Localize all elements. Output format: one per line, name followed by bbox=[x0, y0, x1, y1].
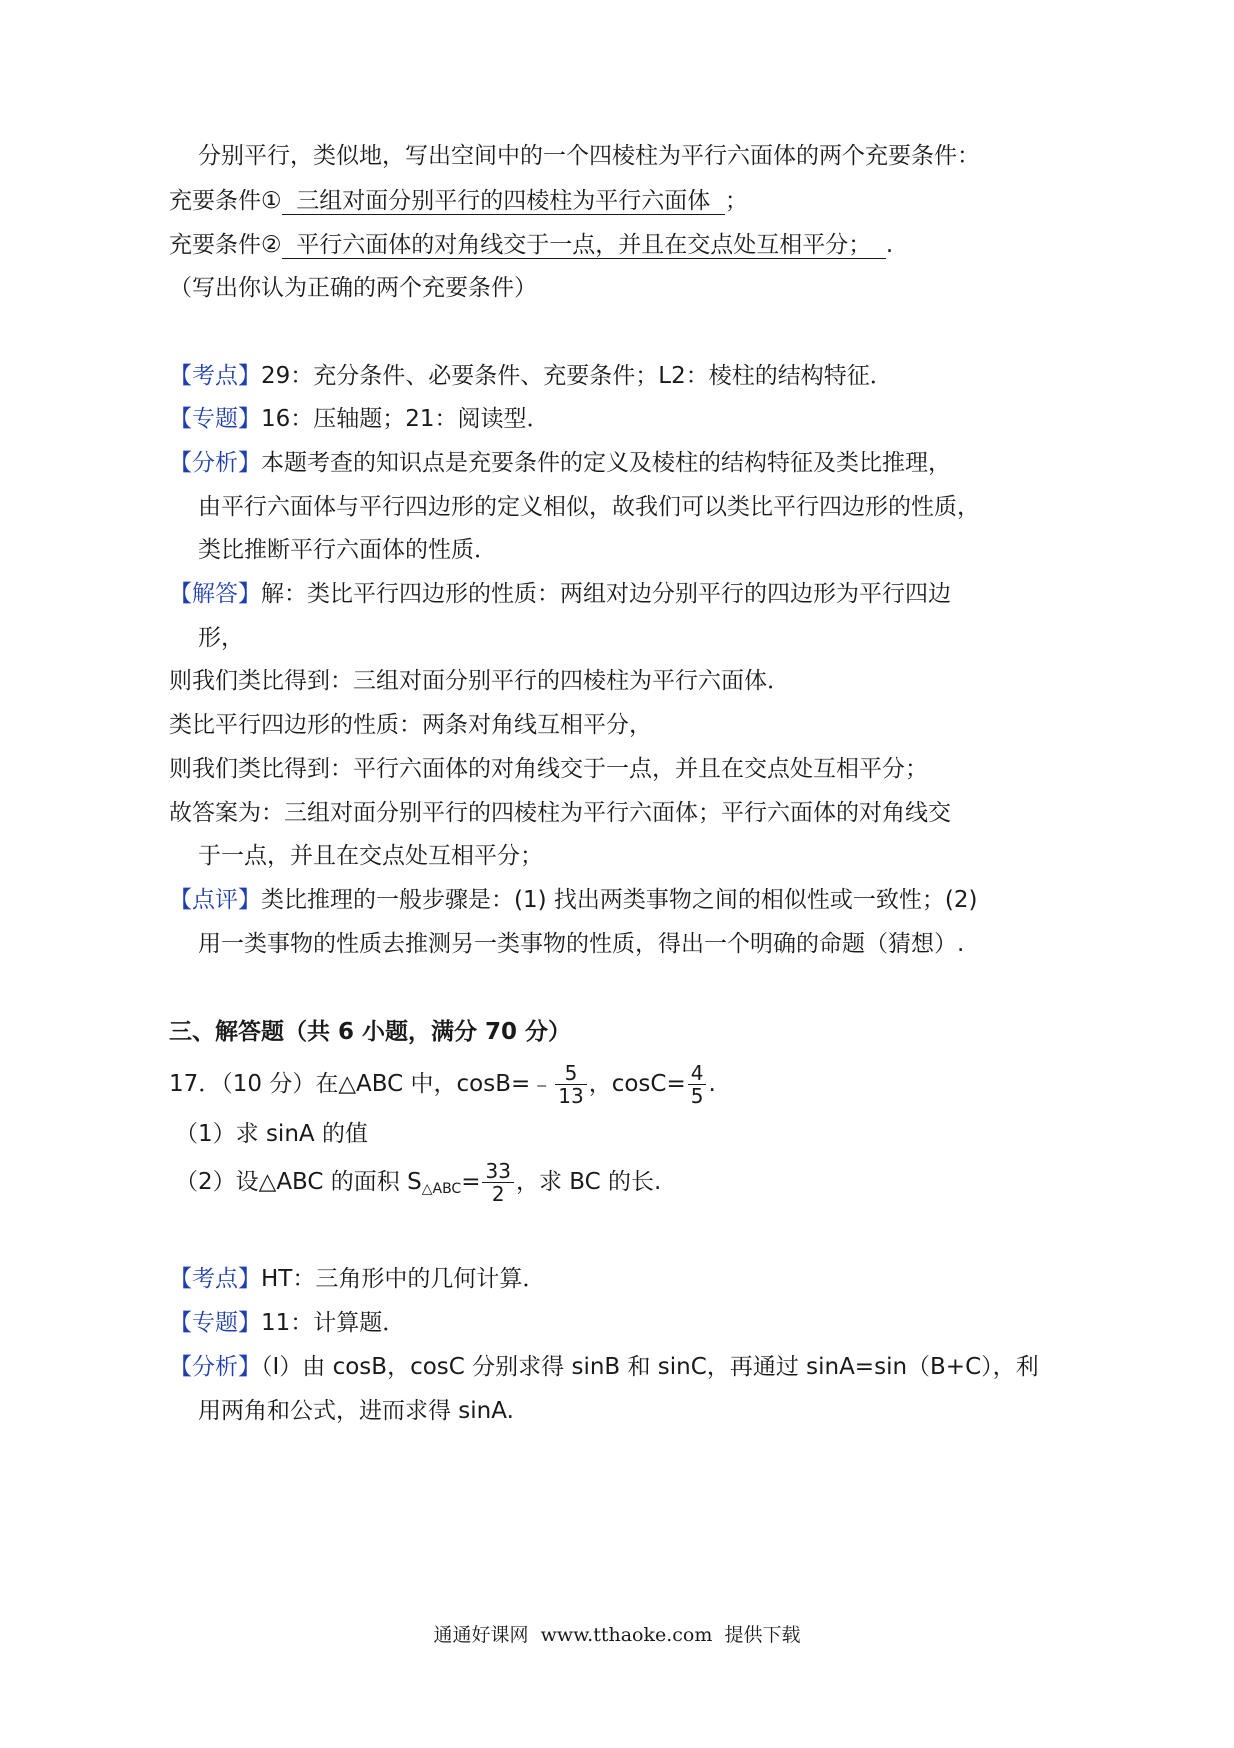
footer-credit: 通通好课网 www.tthaoke.com 提供下载 bbox=[433, 1624, 801, 1646]
area-subscript: △ABC bbox=[421, 1181, 462, 1197]
zhuanti-text: 16：压轴题；21：阅读型． bbox=[261, 406, 550, 432]
condition-1-label: 充要条件① bbox=[169, 188, 282, 214]
condition-2-answer: 平行六面体的对角线交于一点，并且在交点处互相平分； bbox=[281, 232, 886, 258]
q17-end: . bbox=[708, 1071, 716, 1097]
q17-part-2-end: ，求 BC 的长. bbox=[515, 1169, 662, 1195]
kaodian-row bbox=[169, 361, 893, 391]
jieda-row bbox=[169, 579, 951, 609]
jieda-tag: 【解答】 bbox=[169, 581, 261, 607]
question-text-continued: 分别平行，类似地，写出空间中的一个四棱柱为平行六面体的两个充要条件： bbox=[198, 143, 980, 169]
solution-line: 于一点，并且在交点处互相平分； bbox=[198, 843, 543, 869]
zhuanti-tag: 【专题】 bbox=[169, 406, 261, 432]
zhuanti-row bbox=[169, 1308, 405, 1338]
fenxi-text-1: （Ⅰ）由 cosB，cosC 分别求得 sinB 和 sinC，再通过 sinA=sin（B+C），利 bbox=[261, 1354, 1039, 1380]
solution-line: 则我们类比得到：平行六面体的对角线交于一点，并且在交点处互相平分； bbox=[169, 756, 928, 782]
fraction-numerator: 33 bbox=[482, 1160, 513, 1183]
fenxi-text-3: 类比推断平行六面体的性质． bbox=[198, 537, 497, 563]
condition-2-end: . bbox=[885, 232, 894, 258]
dianping-text-1: 类比推理的一般步骤是：(1) 找出两类事物之间的相似性或一致性；(2) bbox=[261, 887, 978, 913]
condition-2-label: 充要条件② bbox=[169, 232, 282, 258]
dianping-tag: 【点评】 bbox=[169, 887, 261, 913]
dianping-text-2: 用一类事物的性质去推测另一类事物的性质，得出一个明确的命题（猜想）. bbox=[198, 931, 965, 957]
kaodian-tag: 【考点】 bbox=[169, 1266, 261, 1292]
jieda-text-1: 解：类比平行四边形的性质：两组对边分别平行的四边形为平行四边 bbox=[261, 581, 951, 607]
fraction-numerator: 4 bbox=[688, 1062, 707, 1085]
fenxi-row bbox=[169, 448, 951, 478]
q17-prefix: 17．（10 分）在△ABC 中，cosB=﹣ bbox=[169, 1071, 554, 1097]
question-17 bbox=[169, 1058, 716, 1110]
kaodian-text: 29：充分条件、必要条件、充要条件；L2：棱柱的结构特征． bbox=[261, 363, 893, 389]
dianping-row bbox=[169, 885, 977, 915]
equals-sign: = bbox=[461, 1169, 481, 1195]
fraction-cosC bbox=[688, 1062, 707, 1107]
fenxi-text-2: 用两角和公式，进而求得 sinA. bbox=[198, 1398, 514, 1424]
condition-1-end: ； bbox=[724, 188, 748, 214]
q17-part-2 bbox=[175, 1156, 661, 1215]
jieda-text-2: 形， bbox=[198, 625, 244, 651]
fraction-denominator: 13 bbox=[558, 1084, 584, 1108]
fenxi-tag: 【分析】 bbox=[169, 450, 261, 476]
zhuanti-row bbox=[169, 404, 550, 434]
q17-part-2-prefix: （2）设△ABC 的面积 S bbox=[175, 1169, 422, 1195]
condition-1-answer: 三组对面分别平行的四棱柱为平行六面体 bbox=[281, 188, 725, 214]
fraction-denominator: 5 bbox=[690, 1084, 704, 1108]
fraction-numerator: 5 bbox=[555, 1062, 586, 1085]
kaodian-text: HT：三角形中的几何计算． bbox=[261, 1266, 546, 1292]
kaodian-tag: 【考点】 bbox=[169, 363, 261, 389]
zhuanti-text: 11：计算题． bbox=[261, 1310, 406, 1336]
solution-line: 类比平行四边形的性质：两条对角线互相平分， bbox=[169, 712, 652, 738]
q17-mid: ，cosC= bbox=[588, 1071, 686, 1097]
solution-line: 则我们类比得到：三组对面分别平行的四棱柱为平行六面体． bbox=[169, 668, 790, 694]
fraction-cosB bbox=[555, 1062, 586, 1107]
kaodian-row bbox=[169, 1264, 545, 1294]
solution-line: 故答案为：三组对面分别平行的四棱柱为平行六面体；平行六面体的对角线交 bbox=[169, 800, 951, 826]
zhuanti-tag: 【专题】 bbox=[169, 1310, 261, 1336]
section-heading: 三、解答题（共 6 小题，满分 70 分） bbox=[169, 1019, 572, 1045]
q17-part-1: （1）求 sinA 的值 bbox=[175, 1121, 368, 1147]
fenxi-row bbox=[169, 1352, 1039, 1382]
answer-hint: （写出你认为正确的两个充要条件） bbox=[169, 275, 537, 301]
fraction-denominator: 2 bbox=[491, 1182, 505, 1206]
fenxi-text-2: 由平行六面体与平行四边形的定义相似，故我们可以类比平行四边形的性质， bbox=[198, 494, 980, 520]
fenxi-text-1: 本题考查的知识点是充要条件的定义及棱柱的结构特征及类比推理， bbox=[261, 450, 951, 476]
condition-1 bbox=[169, 186, 748, 216]
fenxi-tag: 【分析】 bbox=[169, 1354, 261, 1380]
condition-2 bbox=[169, 230, 893, 260]
fraction-area bbox=[482, 1160, 513, 1205]
